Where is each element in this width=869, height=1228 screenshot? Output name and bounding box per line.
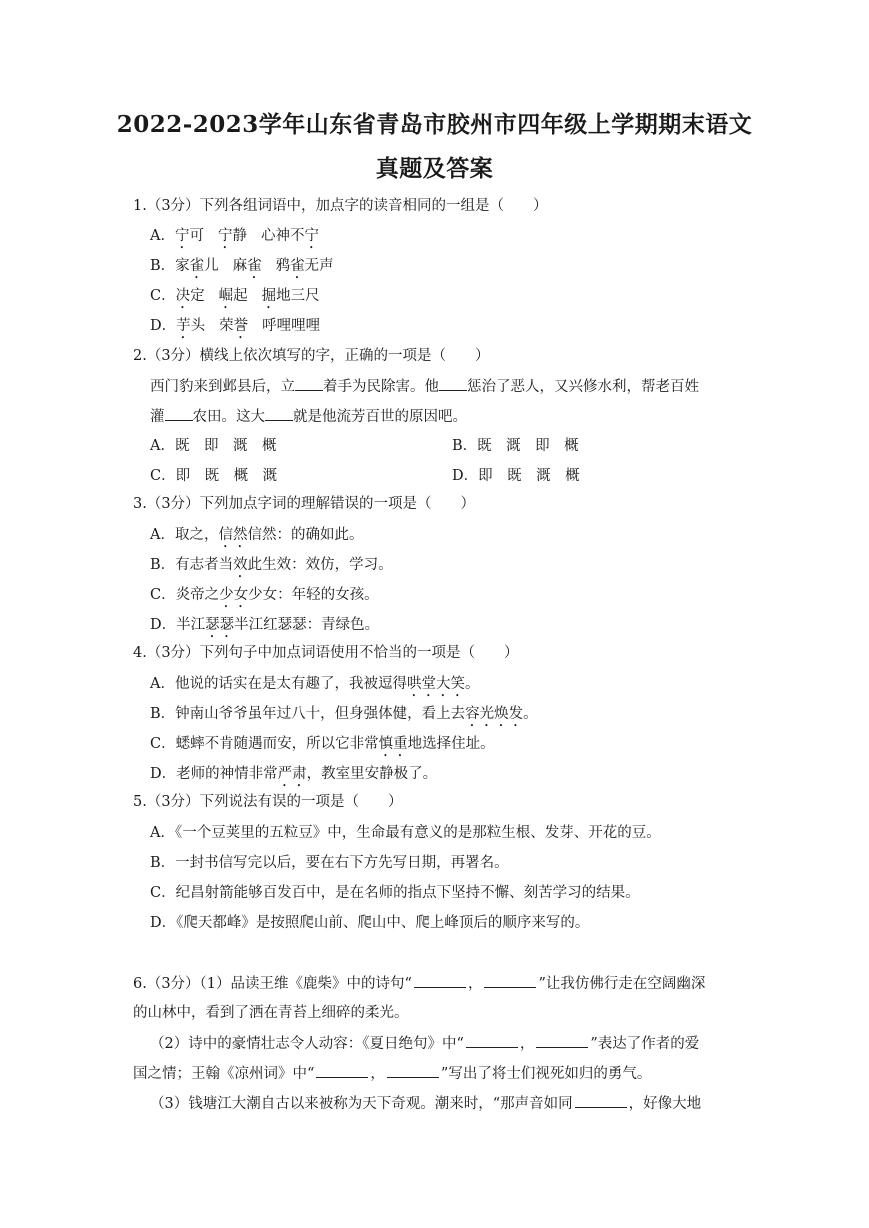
q2-option-d: D．即 既 溉 概 <box>452 468 580 484</box>
q6-line2: 的山林中，看到了洒在青苔上细碎的柔光。 <box>133 1005 409 1021</box>
q1-option-c: C．决定 崛起 掘地三尺 <box>150 288 320 304</box>
q4-option-b: B．钟南山爷爷虽年过八十，但身强体健，看上去容光焕发。 <box>150 706 538 722</box>
q5-option-c: C．纪昌射箭能够百发百中，是在名师的指点下坚持不懈、刻苦学习的结果。 <box>150 885 640 901</box>
q5-option-a: A．《一个豆荚里的五粒豆》中，生命最有意义的是那粒生根、发芽、开花的豆。 <box>150 825 661 841</box>
q6-line4: 国之情；王翰《凉州词》中“ ， ”写出了将士们视死如归的勇气。 <box>133 1063 651 1084</box>
q2-stem: 2.（3分）横线上依次填写的字，正确的一项是（ ） <box>133 348 490 364</box>
q1-stem: 1.（3分）下列各组词语中，加点字的读音相同的一组是（ ） <box>133 198 548 214</box>
q5-option-b: B．一封书信写完以后，要在右下方先写日期，再署名。 <box>150 855 509 871</box>
q6-line1: 6.（3分）（1）品读王维《鹿柴》中的诗句“ ， ”让我仿佛行走在空阔幽深 <box>133 973 705 994</box>
q4-option-c: C．蟋蟀不肯随遇而安，所以它非常慎重地选择住址。 <box>150 736 495 752</box>
q4-option-d: D．老师的神情非常严肃，教室里安静极了。 <box>150 766 438 782</box>
q1-option-b: B．家雀儿 麻雀 鸦雀无声 <box>150 258 334 274</box>
q3-stem: 3.（3分）下列加点字词的理解错误的一项是（ ） <box>133 496 476 512</box>
q2-passage-line2: 灌 农田。这大 就是他流芳百世的原因吧。 <box>150 406 467 427</box>
document-title-line2: 真题及答案 <box>375 155 494 182</box>
q2-option-b: B．既 溉 即 概 <box>452 438 579 454</box>
q3-option-b: B．有志者当效此生效：效仿，学习。 <box>150 557 393 573</box>
q3-option-c: C．炎帝之少女少女：年轻的女孩。 <box>150 587 379 603</box>
q1-option-a: A．宁可 宁静 心神不宁 <box>150 228 319 244</box>
q5-option-d: D．《爬天都峰》是按照爬山前、爬山中、爬上峰顶后的顺序来写的。 <box>150 915 590 931</box>
document-title-line1: 2022-2023学年山东省青岛市胶州市四年级上学期期末语文 <box>116 111 753 138</box>
q6-line5: （3）钱塘江大潮自古以来被称为天下奇观。潮来时，“那声音如同 ，好像大地 <box>150 1093 701 1114</box>
q2-option-c: C．即 既 概 溉 <box>150 468 278 484</box>
q2-passage-line1: 西门豹来到邺县后，立 着手为民除害。他 惩治了恶人，又兴修水利，帮老百姓 <box>150 376 699 397</box>
q3-option-d: D．半江瑟瑟半江红瑟瑟：青绿色。 <box>150 617 380 633</box>
q5-stem: 5.（3分）下列说法有误的一项是（ ） <box>133 794 403 810</box>
q4-stem: 4.（3分）下列句子中加点词语使用不恰当的一项是（ ） <box>133 645 519 661</box>
q2-option-a: A．既 即 溉 概 <box>150 438 277 454</box>
q6-line3: （2）诗中的豪情壮志令人动容：《夏日绝句》中“ ， ”表达了作者的爱 <box>150 1033 699 1054</box>
q3-option-a: A．取之，信然信然：的确如此。 <box>150 527 364 543</box>
q1-option-d: D．芋头 荣誉 呼哩哩哩 <box>150 318 321 334</box>
q4-option-a: A．他说的话实在是太有趣了，我被逗得哄堂大笑。 <box>150 676 480 692</box>
